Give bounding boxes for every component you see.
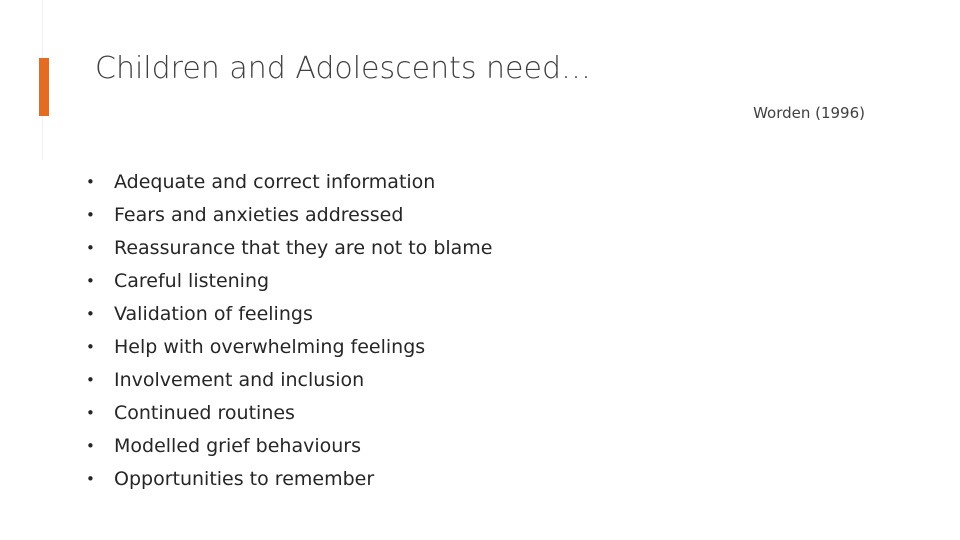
bullet-item: [86, 165, 493, 198]
bullet-icon: •: [86, 238, 95, 257]
bullet-item: [86, 198, 493, 231]
bullet-icon: •: [86, 271, 95, 290]
bullet-item: [86, 396, 493, 429]
bullet-text: Reassurance that they are not to blame: [114, 236, 493, 259]
accent-bar: [39, 58, 49, 116]
bullet-icon: •: [86, 436, 95, 455]
bullet-icon: •: [86, 469, 95, 488]
bullet-text: Help with overwhelming feelings: [114, 335, 426, 358]
bullet-item: [86, 363, 493, 396]
bullet-text: Opportunities to remember: [114, 467, 375, 490]
bullet-item: [86, 429, 493, 462]
bullet-icon: •: [86, 370, 95, 389]
bullet-text: Involvement and inclusion: [114, 368, 365, 391]
bullet-text: Continued routines: [114, 401, 295, 424]
bullet-text: Modelled grief behaviours: [114, 434, 362, 457]
bullet-item: [86, 462, 493, 495]
bullet-item: [86, 264, 493, 297]
bullet-text: Fears and anxieties addressed: [114, 203, 404, 226]
slide-title: Children and Adolescents need…: [95, 51, 592, 86]
bullet-icon: •: [86, 337, 95, 356]
bullet-item: [86, 231, 493, 264]
bullet-list: [86, 165, 493, 495]
bullet-icon: •: [86, 403, 95, 422]
bullet-item: [86, 330, 493, 363]
citation-source: Worden (1996): [753, 104, 865, 122]
bullet-icon: •: [86, 304, 95, 323]
bullet-item: [86, 297, 493, 330]
bullet-text: Adequate and correct information: [114, 170, 436, 193]
bullet-icon: •: [86, 172, 95, 191]
bullet-text: Validation of feelings: [114, 302, 313, 325]
bullet-text: Careful listening: [114, 269, 270, 292]
bullet-icon: •: [86, 205, 95, 224]
